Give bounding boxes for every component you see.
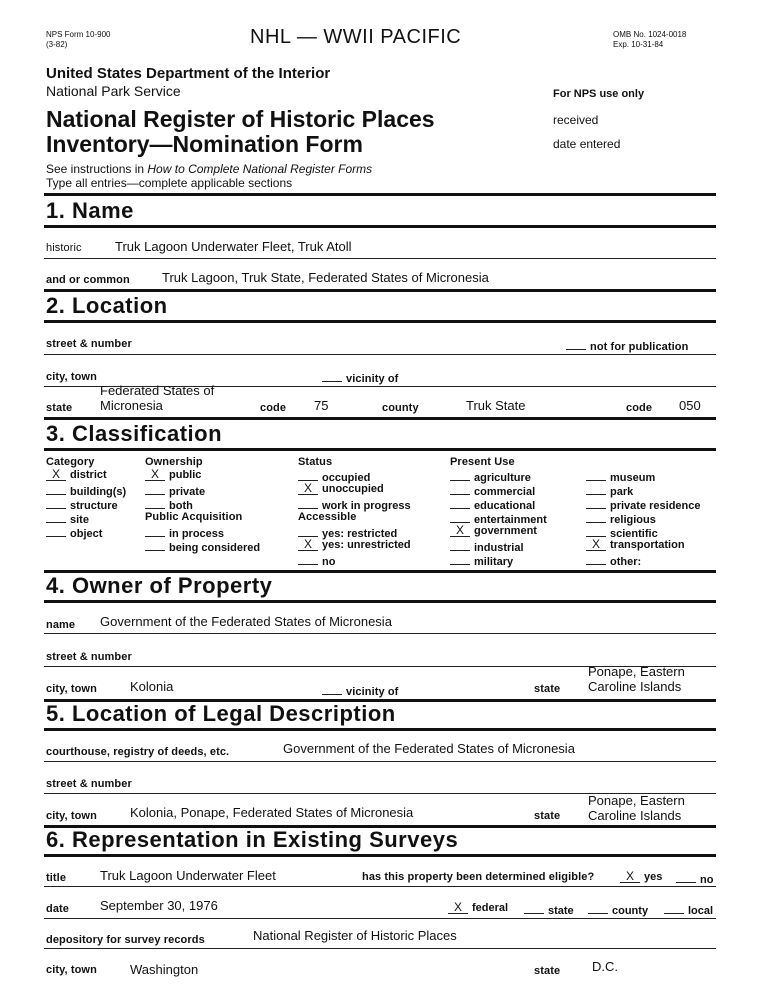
survey-date[interactable]: September 30, 1976 [100,898,218,913]
section-rule [44,417,716,420]
legal-city-label: city, town [46,810,97,822]
use-option[interactable]: park [586,483,701,497]
use-option[interactable]: scientific [586,525,701,539]
use-option[interactable]: entertainment [450,511,547,525]
form-revision: (3-82) [46,40,68,49]
level-state[interactable]: state [524,902,574,917]
ownership-options [145,469,260,553]
field-rule [44,761,716,762]
depository-city-label: city, town [46,964,97,976]
legal-city[interactable]: Kolonia, Ponape, Federated States of Micronesia [130,805,414,820]
status-options [298,469,411,567]
eligible-yes[interactable]: X yes [620,871,662,883]
nhl-stamp: NHL — WWII PACIFIC [250,26,462,48]
courthouse-label: courthouse, registry of deeds, etc. [46,746,230,758]
vicinity-of[interactable]: vicinity of [322,370,398,385]
present-use-column-2 [586,469,701,567]
field-rule [44,886,716,887]
owner-vicinity[interactable]: vicinity of [322,683,398,698]
acquisition-option[interactable]: in process [145,525,260,539]
instructions-line-1: See instructions in How to Complete National Register Forms [46,162,373,176]
level-county[interactable]: county [588,902,648,917]
state-value-line-2[interactable]: Micronesia [100,398,163,413]
date-entered-label: date entered [553,137,621,151]
owner-city[interactable]: Kolonia [130,679,174,694]
field-rule [44,948,716,949]
eligible-no[interactable]: no [676,871,713,886]
courthouse-value[interactable]: Government of the Federated States of Micronesia [283,741,575,756]
ownership-option[interactable]: X public [145,469,260,483]
category-option[interactable]: X district [46,469,126,483]
survey-title-label: title [46,872,67,884]
eligible-question: has this property been determined eligible? [362,871,595,883]
level-local[interactable]: local [664,902,713,917]
public-acquisition-heading: Public Acquisition [145,511,243,523]
owner-name-label: name [46,619,76,631]
category-option[interactable]: object [46,525,126,539]
historic-label: historic [46,242,82,254]
survey-date-label: date [46,903,70,915]
field-rule [44,633,716,634]
section-5-header: 5. Location of Legal Description [46,701,396,726]
section-4-header: 4. Owner of Property [46,573,273,598]
common-label: and or common [46,274,130,286]
section-rule [44,448,716,451]
ownership-heading: Ownership [145,456,203,468]
legal-street-label: street & number [46,778,132,790]
section-3-header: 3. Classification [46,421,223,446]
ownership-option[interactable]: both [145,497,260,511]
level-federal[interactable]: X federal [448,902,508,914]
use-option[interactable]: X government [450,525,547,539]
use-option[interactable]: agriculture [450,469,547,483]
field-rule [44,354,716,355]
legal-state-label: state [534,810,561,822]
section-rule [44,854,716,857]
code-label: code [260,402,287,414]
legal-state-line-2[interactable]: Caroline Islands [588,808,682,823]
form-title-1: National Register of Historic Places [46,106,435,132]
owner-state-line-1[interactable]: Ponape, Eastern [588,664,685,679]
category-option[interactable]: site [46,511,126,525]
status-option[interactable]: work in progress [298,497,411,511]
depository-state-label: state [534,965,561,977]
county-code[interactable]: 050 [679,398,701,413]
service: National Park Service [46,83,181,99]
category-option[interactable]: structure [46,497,126,511]
accessible-option[interactable]: X yes: unrestricted [298,539,411,553]
use-option[interactable]: religious [586,511,701,525]
owner-state-line-2[interactable]: Caroline Islands [588,679,682,694]
county-label: county [382,402,419,414]
city-town-label: city, town [46,371,97,383]
county-value[interactable]: Truk State [466,398,526,413]
accessible-option[interactable]: no [298,553,411,567]
use-option[interactable]: private residence [586,497,701,511]
received-label: received [553,113,599,127]
use-option[interactable]: other: [586,553,701,567]
use-option[interactable]: X transportation [586,539,701,553]
instructions-line-2: Type all entries—complete applicable sections [46,176,293,190]
owner-name[interactable]: Government of the Federated States of Micronesia [100,614,392,629]
depository-label: depository for survey records [46,934,205,946]
use-option[interactable]: industrial [450,539,547,553]
section-rule [44,600,716,603]
status-option[interactable]: X unoccupied [298,483,411,497]
historic-name[interactable]: Truk Lagoon Underwater Fleet, Truk Atoll [115,239,352,254]
section-rule [44,289,716,292]
section-2-header: 2. Location [46,293,168,318]
section-rule [44,320,716,323]
category-option[interactable]: building(s) [46,483,126,497]
form-number: NPS Form 10-900 [46,30,111,39]
not-for-publication[interactable]: not for publication [566,338,688,353]
present-use-column-1 [450,469,547,567]
street-number-label: street & number [46,338,132,350]
category-heading: Category [46,456,95,468]
county-code-label: code [626,402,653,414]
survey-title[interactable]: Truk Lagoon Underwater Fleet [100,868,276,883]
legal-state-line-1[interactable]: Ponape, Eastern [588,793,685,808]
owner-street-label: street & number [46,651,132,663]
present-use-heading: Present Use [450,456,515,468]
section-rule [44,225,716,228]
owner-state-label: state [534,683,561,695]
department: United States Department of the Interior [46,65,331,82]
state-label: state [46,402,73,414]
use-option[interactable]: educational [450,497,547,511]
field-rule [44,918,716,919]
omb-number: OMB No. 1024-0018 [613,30,687,39]
depository-city[interactable]: Washington [130,962,199,977]
section-rule [44,728,716,731]
common-name[interactable]: Truk Lagoon, Truk State, Federated States of Micronesia [162,270,489,285]
use-option[interactable]: military [450,553,547,567]
use-option[interactable]: commercial [450,483,547,497]
expiration: Exp. 10-31-84 [613,40,664,49]
owner-city-label: city, town [46,683,97,695]
section-6-header: 6. Representation in Existing Surveys [46,827,459,852]
nps-use-only: For NPS use only [553,88,645,100]
depository-value[interactable]: National Register of Historic Places [253,928,457,943]
field-rule [44,258,716,259]
state-value-line-1[interactable]: Federated States of [100,383,215,398]
accessible-heading: Accessible [298,511,357,523]
ownership-option[interactable]: private [145,483,260,497]
accessible-option[interactable]: yes: restricted [298,525,411,539]
status-heading: Status [298,456,333,468]
acquisition-option[interactable]: being considered [145,539,260,553]
category-options [46,469,126,539]
form-title-2: Inventory—Nomination Form [46,131,363,157]
use-option[interactable]: museum [586,469,701,483]
status-option[interactable]: occupied [298,469,411,483]
section-rule [44,193,716,196]
section-1-header: 1. Name [46,198,134,223]
state-code[interactable]: 75 [314,398,329,413]
depository-state[interactable]: D.C. [592,959,618,974]
